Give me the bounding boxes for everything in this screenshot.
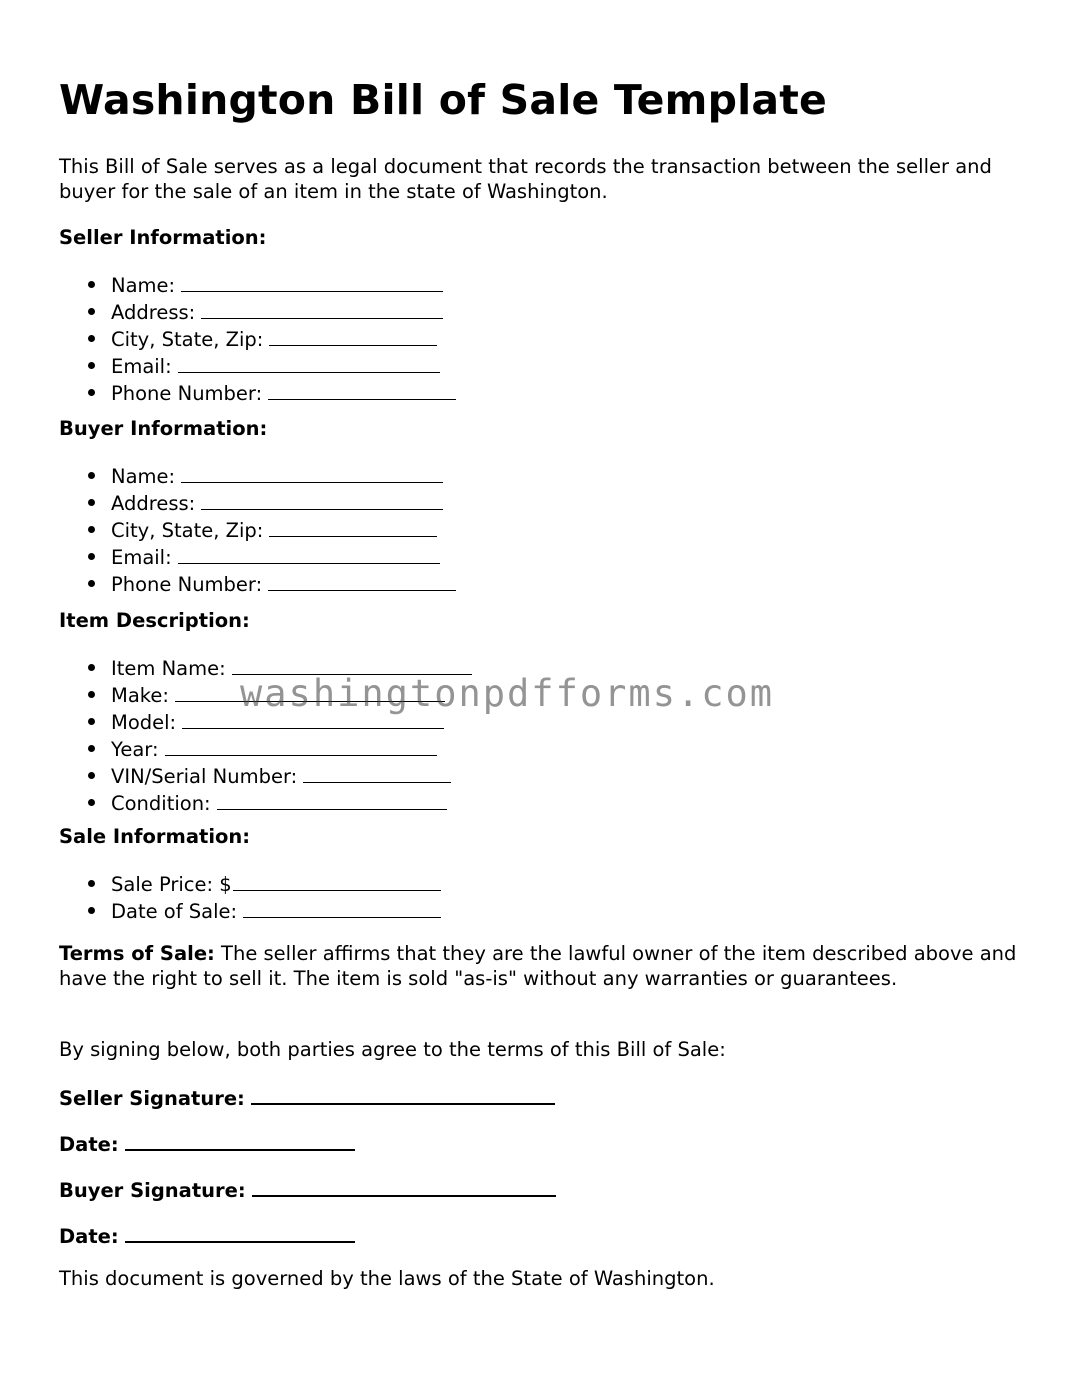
item-heading: Item Description:	[59, 609, 250, 632]
buyer-city-field[interactable]: City, State, Zip:	[111, 516, 456, 543]
terms-text: The seller affirms that they are the lawful owner of the item described above and have the right to sell it. The item is sold "as-is" without any warranties or guarantees.	[59, 942, 1017, 990]
buyer-fields	[59, 462, 456, 597]
item-model-field[interactable]: Model:	[111, 708, 472, 735]
seller-date-field[interactable]: Date:	[59, 1129, 355, 1157]
item-vin-field[interactable]: VIN/Serial Number:	[111, 762, 472, 789]
buyer-signature-field[interactable]: Buyer Signature:	[59, 1175, 556, 1203]
seller-phone-field[interactable]: Phone Number:	[111, 379, 456, 406]
buyer-date-field[interactable]: Date:	[59, 1221, 355, 1249]
item-name-field[interactable]: Item Name:	[111, 654, 472, 681]
seller-city-field[interactable]: City, State, Zip:	[111, 325, 456, 352]
terms-paragraph	[59, 941, 1019, 991]
sale-price-field[interactable]: Sale Price: $	[111, 870, 441, 897]
agreement-text: By signing below, both parties agree to the terms of this Bill of Sale:	[59, 1038, 726, 1061]
buyer-email-field[interactable]: Email:	[111, 543, 456, 570]
sale-heading: Sale Information:	[59, 825, 251, 848]
buyer-address-field[interactable]: Address:	[111, 489, 456, 516]
seller-fields	[59, 271, 456, 406]
item-condition-field[interactable]: Condition:	[111, 789, 472, 816]
item-make-field[interactable]: Make:	[111, 681, 472, 708]
sale-fields	[59, 870, 441, 924]
seller-heading: Seller Information:	[59, 226, 267, 249]
buyer-name-field[interactable]: Name:	[111, 462, 456, 489]
item-year-field[interactable]: Year:	[111, 735, 472, 762]
page-title: Washington Bill of Sale Template	[59, 76, 828, 124]
seller-signature-field[interactable]: Seller Signature:	[59, 1083, 555, 1111]
seller-email-field[interactable]: Email:	[111, 352, 456, 379]
buyer-phone-field[interactable]: Phone Number:	[111, 570, 456, 597]
seller-name-field[interactable]: Name:	[111, 271, 456, 298]
sale-date-field[interactable]: Date of Sale:	[111, 897, 441, 924]
seller-address-field[interactable]: Address:	[111, 298, 456, 325]
watermark: washingtonpdfforms.com	[240, 672, 775, 715]
buyer-heading: Buyer Information:	[59, 417, 268, 440]
intro-paragraph: This Bill of Sale serves as a legal document that records the transaction between the seller and buyer for the sale of an item in the state of Washington.	[59, 155, 992, 203]
terms-label: Terms of Sale:	[59, 942, 215, 965]
footer-text: This document is governed by the laws of the State of Washington.	[59, 1267, 715, 1290]
